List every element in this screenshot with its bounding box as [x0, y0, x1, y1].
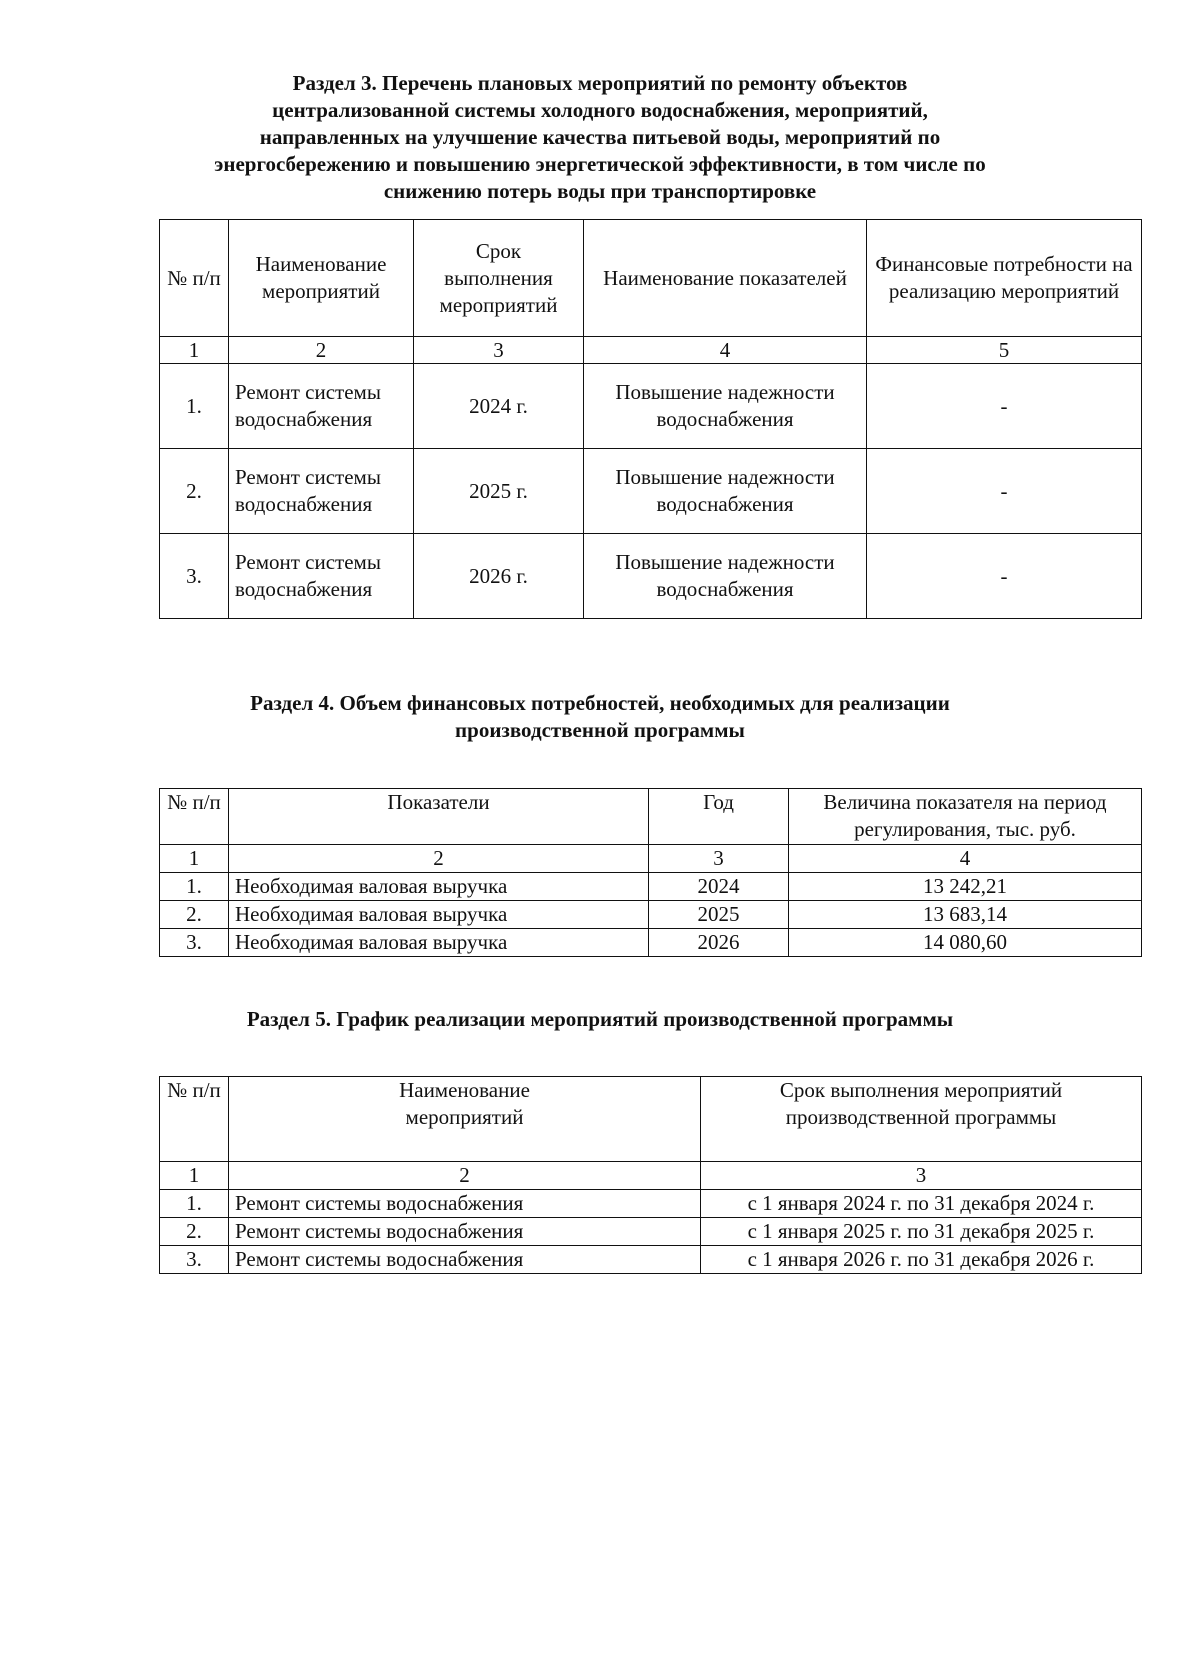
amount-value: 13 242,21 [789, 873, 1142, 901]
header-cell: Наименование мероприятий [229, 220, 414, 337]
table-row [160, 901, 1142, 929]
header-cell: Финансовые потребности на реализацию мероприятий [867, 220, 1142, 337]
header-cell: Наименование показателей [584, 220, 867, 337]
section3-table [159, 219, 1142, 619]
column-number: 4 [584, 337, 867, 364]
table-header-row [160, 789, 1142, 845]
row-number: 3. [160, 534, 229, 619]
table-row [160, 1218, 1142, 1246]
header-cell: Срок выполнения мероприятий [414, 220, 584, 337]
indicator-name: Повышение надежности водоснабжения [584, 364, 867, 449]
section5-title: Раздел 5. График реализации мероприятий производственной программы [246, 1007, 954, 1031]
header-cell: № п/п [160, 220, 229, 337]
indicator-name: Необходимая валовая выручка [229, 929, 649, 957]
finance-value: - [867, 534, 1142, 619]
column-number: 1 [160, 845, 229, 873]
table-row [160, 364, 1142, 449]
column-number: 2 [229, 1162, 701, 1190]
header-cell: Величина показателя на период регулирования, тыс. руб. [789, 789, 1142, 845]
row-number: 1. [160, 364, 229, 449]
activity-term: с 1 января 2024 г. по 31 декабря 2024 г. [701, 1190, 1142, 1218]
section5-table [159, 1076, 1142, 1274]
section4-table [159, 788, 1142, 957]
activity-term: 2024 г. [414, 364, 584, 449]
table-row [160, 449, 1142, 534]
activity-term: с 1 января 2026 г. по 31 декабря 2026 г. [701, 1246, 1142, 1274]
row-number: 2. [160, 1218, 229, 1246]
column-number: 1 [160, 1162, 229, 1190]
header-cell: Срок выполнения мероприятий производственной программы [701, 1077, 1142, 1162]
section3-title-line: энергосбережению и повышению энергетической эффективности, в том числе по [214, 152, 986, 176]
row-number: 3. [160, 1246, 229, 1274]
section3-title-line: Раздел 3. Перечень плановых мероприятий по ремонту объектов [292, 71, 908, 95]
row-number: 1. [160, 1190, 229, 1218]
header-cell: № п/п [160, 789, 229, 845]
column-number: 4 [789, 845, 1142, 873]
indicator-name: Необходимая валовая выручка [229, 901, 649, 929]
header-cell: № п/п [160, 1077, 229, 1162]
section4-title-line: производственной программы [455, 718, 745, 742]
column-number: 3 [649, 845, 789, 873]
table-header-row [160, 1077, 1142, 1162]
table-number-row [160, 337, 1142, 364]
indicator-name: Повышение надежности водоснабжения [584, 534, 867, 619]
year-value: 2025 [649, 901, 789, 929]
row-number: 1. [160, 873, 229, 901]
section4-title-line: Раздел 4. Объем финансовых потребностей, необходимых для реализации [250, 691, 950, 715]
activity-name: Ремонт системы водоснабжения [229, 534, 414, 619]
column-number: 2 [229, 845, 649, 873]
indicator-name: Повышение надежности водоснабжения [584, 449, 867, 534]
activity-name: Ремонт системы водоснабжения [229, 449, 414, 534]
finance-value: - [867, 364, 1142, 449]
activity-name: Ремонт системы водоснабжения [229, 1218, 701, 1246]
table-row [160, 534, 1142, 619]
header-cell: Наименование мероприятий [229, 1077, 701, 1162]
section3-title-line: снижению потерь воды при транспортировке [383, 179, 817, 203]
column-number: 2 [229, 337, 414, 364]
indicator-name: Необходимая валовая выручка [229, 873, 649, 901]
column-number: 5 [867, 337, 1142, 364]
section4-title [150, 690, 1050, 744]
column-number: 3 [414, 337, 584, 364]
table-row [160, 873, 1142, 901]
section3-title-line: централизованной системы холодного водоснабжения, мероприятий, [272, 98, 928, 122]
activity-name: Ремонт системы водоснабжения [229, 1246, 701, 1274]
year-value: 2024 [649, 873, 789, 901]
row-number: 2. [160, 449, 229, 534]
activity-term: с 1 января 2025 г. по 31 декабря 2025 г. [701, 1218, 1142, 1246]
table-number-row [160, 1162, 1142, 1190]
activity-name: Ремонт системы водоснабжения [229, 1190, 701, 1218]
year-value: 2026 [649, 929, 789, 957]
amount-value: 13 683,14 [789, 901, 1142, 929]
table-row [160, 1246, 1142, 1274]
header-cell: Показатели [229, 789, 649, 845]
activity-name: Ремонт системы водоснабжения [229, 364, 414, 449]
activity-term: 2026 г. [414, 534, 584, 619]
finance-value: - [867, 449, 1142, 534]
table-row [160, 929, 1142, 957]
section3-title [150, 70, 1050, 205]
table-row [160, 1190, 1142, 1218]
table-header-row [160, 220, 1142, 337]
column-number: 1 [160, 337, 229, 364]
header-cell: Год [649, 789, 789, 845]
activity-term: 2025 г. [414, 449, 584, 534]
table-number-row [160, 845, 1142, 873]
amount-value: 14 080,60 [789, 929, 1142, 957]
column-number: 3 [701, 1162, 1142, 1190]
row-number: 2. [160, 901, 229, 929]
row-number: 3. [160, 929, 229, 957]
section3-title-line: направленных на улучшение качества питьевой воды, мероприятий по [259, 125, 941, 149]
